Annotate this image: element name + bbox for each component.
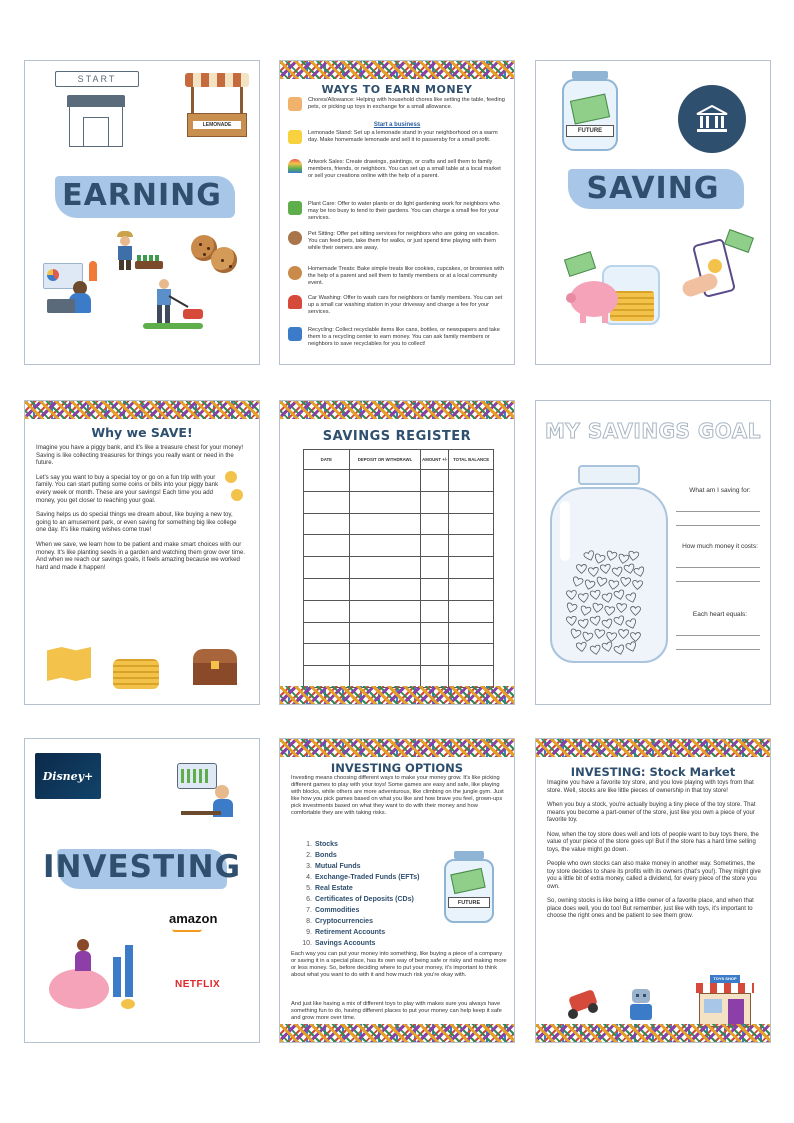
options-intro: Investing means choosing different ways to make your money grow. It's like picking different games to play with your toys! Some games are easy and safe, like playing with blocks, while others are more adventurous, like climbing on the jungle gym. Just like how you pick games based on what you like and how brave you feel, grown-ups pick investments based on what they want to do with their money and how comfortable they are with taking risks.: [291, 775, 504, 817]
register-cell[interactable]: [304, 491, 350, 513]
register-cell[interactable]: [304, 557, 350, 579]
heart-outline-icon[interactable]: [589, 615, 602, 627]
register-cell[interactable]: [349, 535, 421, 557]
page-earning: [24, 60, 260, 365]
register-cell[interactable]: [304, 622, 350, 644]
heart-outline-icon[interactable]: [576, 564, 587, 574]
coin-stack-icon: [113, 659, 159, 689]
heart-outline-icon[interactable]: [632, 580, 644, 591]
register-row: [304, 535, 494, 557]
register-title: SAVINGS REGISTER: [322, 429, 472, 444]
page-savings-register: [279, 400, 515, 705]
register-cell[interactable]: [449, 513, 494, 535]
register-cell[interactable]: [449, 535, 494, 557]
list-item: 1. Stocks: [306, 841, 338, 848]
farmer-illustration: [113, 231, 163, 273]
lemonade-icon: [288, 130, 302, 144]
piggy-bank-illustration: [566, 251, 676, 331]
netflix-logo: NETFLIX: [175, 979, 221, 990]
register-cell[interactable]: [349, 578, 421, 600]
register-cell[interactable]: [304, 535, 350, 557]
earn-item-plant-care: Plant Care: Offer to water plants or do light gardening work for neighbors who may be too busy to tend to their gardens. You can charge a small fee for your services.: [308, 201, 500, 221]
jar-label: FUTURE: [448, 897, 490, 908]
investment-options-list: [302, 839, 420, 949]
lawn-mower-illustration: [143, 279, 203, 331]
list-item: 3. Mutual Funds: [306, 863, 361, 870]
answer-line[interactable]: [676, 525, 760, 526]
heart-outline-icon[interactable]: [630, 606, 641, 616]
why-paragraph: Let's say you want to buy a special toy or go on a fun trip with your family. You can start putting some coins or bills into your piggy bank every week or month. These are your savings! Each time you add money, you get closer to reaching your goal.: [36, 473, 219, 504]
list-item: 10. Savings Accounts: [302, 940, 376, 947]
options-paragraph: And just like having a mix of different toys to play with makes sure you always have something fun to do, having different places to put your money can help keep it safe and grow more over time.: [291, 1001, 502, 1022]
cookie-icon: [288, 266, 302, 280]
lemonade-stand-illustration: [185, 73, 249, 143]
zigzag-border-top: [536, 739, 770, 757]
heart-outline-icon[interactable]: [578, 592, 590, 603]
register-cell[interactable]: [304, 470, 350, 492]
money-jar-illustration: [558, 71, 622, 153]
register-row: [304, 600, 494, 622]
register-cell[interactable]: [421, 470, 449, 492]
register-cell[interactable]: [349, 622, 421, 644]
stock-paragraph: Imagine you have a favorite toy store, and you love playing with toys from that store. Well, stocks are like little pieces of ownership in that toy store!: [547, 780, 754, 794]
register-cell[interactable]: [449, 470, 494, 492]
heart-outline-icon[interactable]: [603, 605, 615, 616]
earn-item-recycling: Recycling: Collect recyclable items like cans, bottles, or newspapers and take them to a recycling center to earn money. You can ask family members or neighbors to save recyclables for you to collect!: [308, 327, 500, 347]
answer-line[interactable]: [676, 635, 760, 636]
list-item: 8. Cryptocurrencies: [306, 918, 373, 925]
register-cell[interactable]: [421, 578, 449, 600]
earn-item-lemonade: Lemonade Stand: Set up a lemonade stand in your neighborhood on a warm day. Make homemade lemonade and sell it to passersby for a small profit.: [308, 130, 498, 143]
robot-toy-icon: [626, 989, 656, 1025]
why-paragraph: Imagine you have a piggy bank, and it's like a treasure chest for your money! Saving is like collecting treasures for things you really want or need in the future.: [36, 444, 244, 467]
lemonade-sign: LEMONADE: [193, 121, 241, 129]
register-row: [304, 557, 494, 579]
heart-outline-icon[interactable]: [575, 641, 587, 652]
zigzag-border-top: [25, 401, 259, 419]
future-jar-illustration: [442, 851, 496, 925]
plant-icon: [288, 201, 302, 215]
heart-outline-icon[interactable]: [591, 602, 604, 614]
register-row: [304, 644, 494, 666]
saving-title: SAVING: [586, 171, 720, 206]
options-paragraph: Each way you can put your money into something, like buying a piece of a company or saving it in a special place, has its own way of being safe or risky and making more or less money. So, before deciding where to put your money, it's important to think about what you want to do with it and how much risk you're okay with.: [291, 951, 507, 979]
register-cell[interactable]: [421, 513, 449, 535]
toy-shop-sign: TOYS SHOP: [710, 975, 740, 983]
register-cell[interactable]: [449, 578, 494, 600]
register-row: [304, 622, 494, 644]
col-amount: AMOUNT +/-: [421, 450, 449, 470]
heart-outline-icon[interactable]: [566, 616, 578, 627]
chores-text: Chores/Allowance: Helping with household chores like setting the table, feeding pets, or picking up toys in exchange for a small allowance.: [308, 97, 505, 110]
goal-question-heart: Each heart equals:: [692, 611, 748, 618]
register-cell[interactable]: [421, 557, 449, 579]
recycling-icon: [288, 327, 302, 341]
col-date: DATE: [304, 450, 350, 470]
register-cell[interactable]: [304, 644, 350, 666]
col-balance: TOTAL BALANCE: [449, 450, 494, 470]
register-cell[interactable]: [449, 666, 494, 688]
goal-question-saving-for: What am I saving for:: [689, 487, 751, 494]
heart-outline-icon[interactable]: [593, 628, 605, 639]
bank-icon: [678, 85, 746, 153]
zigzag-border-bottom: [536, 1024, 770, 1042]
options-title: INVESTING OPTIONS: [330, 761, 464, 775]
list-item: 7. Commodities: [306, 907, 360, 914]
register-cell[interactable]: [449, 644, 494, 666]
register-cell[interactable]: [304, 513, 350, 535]
register-cell[interactable]: [421, 622, 449, 644]
register-cell[interactable]: [449, 491, 494, 513]
register-cell[interactable]: [449, 600, 494, 622]
register-cell[interactable]: [421, 600, 449, 622]
register-cell[interactable]: [421, 491, 449, 513]
register-cell[interactable]: [449, 622, 494, 644]
zigzag-border-bottom: [280, 1024, 514, 1042]
register-cell[interactable]: [349, 557, 421, 579]
trader-desk-illustration: [177, 763, 243, 823]
ways-title: WAYS TO EARN MONEY: [321, 83, 473, 96]
heart-outline-icon[interactable]: [618, 629, 629, 639]
heart-outline-icon[interactable]: [577, 618, 589, 629]
register-cell[interactable]: [349, 491, 421, 513]
savings-register-table: [303, 449, 494, 688]
earn-item-artwork: Artwork Sales: Create drawings, paintings, or crafts and sell them to family members, friends, or neighbors. You can set up a small table at a local market or sell your creations online with the help of a parent.: [308, 159, 501, 179]
stock-paragraph: Now, when the toy store does well and lots of people want to buy toys there, the value of your piece of the store goes up! But if the store has a hard time selling toys, the value might go down.: [547, 831, 759, 853]
why-paragraph: Saving helps us do special things we dream about, like buying a new toy, going to an amusement park, or even saving for something big like college one day. It's like making wishes come true!: [36, 511, 237, 534]
register-cell[interactable]: [349, 470, 421, 492]
register-row: [304, 513, 494, 535]
heart-outline-icon[interactable]: [627, 550, 639, 561]
start-store-illustration: [53, 69, 143, 159]
laptop-worker-illustration: [43, 259, 101, 317]
heart-outline-icon[interactable]: [566, 590, 578, 601]
earn-item-car-washing: Car Washing: Offer to wash cars for neighbors or family members. You can set up a small car washing station in your driveway and charge a fee for your services.: [308, 295, 503, 315]
rainbow-icon: [288, 159, 302, 173]
list-item: 9. Retirement Accounts: [306, 929, 386, 936]
register-cell[interactable]: [349, 513, 421, 535]
answer-line[interactable]: [676, 581, 760, 582]
start-business-subhead: Start a business: [373, 122, 421, 128]
stock-paragraph: When you buy a stock, you're actually buying a tiny piece of the toy store. That means you become a part-owner of the store, just like you own a piece of your favorite toy.: [547, 802, 756, 823]
answer-line[interactable]: [676, 567, 760, 568]
register-cell[interactable]: [421, 535, 449, 557]
earn-item-pet-sitting: Pet Sitting: Offer pet sitting services for neighbors who are going on vacation. You can feed pets, take them for walks, or just spend time playing with them while their owners are away.: [308, 231, 500, 251]
register-row: [304, 470, 494, 492]
register-cell[interactable]: [421, 666, 449, 688]
car-icon: [288, 295, 302, 309]
register-cell[interactable]: [304, 600, 350, 622]
stock-paragraph: People who own stocks can also make money in another way. Sometimes, the toy store decides to share its profits with its owners (that's you!). They might give you a little bit of extra money, called a dividend, for every piece of the store you own.: [547, 861, 761, 890]
cookies-illustration: [189, 233, 239, 277]
page-ways-to-earn: [279, 60, 515, 365]
register-row: [304, 491, 494, 513]
earning-title: EARNING: [62, 178, 222, 213]
list-item: 4. Exchange-Traded Funds (EFTs): [306, 874, 420, 881]
list-item: 6. Certificates of Deposits (CDs): [306, 896, 414, 903]
register-cell[interactable]: [421, 644, 449, 666]
register-row: [304, 578, 494, 600]
page-saving: [535, 60, 771, 365]
heart-outline-icon[interactable]: [589, 589, 601, 601]
amazon-logo: amazon: [169, 911, 218, 926]
why-paragraph: When we save, we learn how to be patient and make smart choices with our money. It's like planting seeds in a garden and watching them grow over time. And when we reach our savings goals, it feels amazing because we worked hard and made it happen!: [36, 540, 246, 571]
disney-plus-logo: Disney+: [35, 753, 101, 799]
toy-car-icon: [566, 987, 602, 1021]
earn-item-treats: Homemade Treats: Bake simple treats like cookies, cupcakes, or brownies with the help of a parent and sell them to family members or at a local community event.: [308, 266, 504, 286]
answer-line[interactable]: [676, 511, 760, 512]
zigzag-border-top: [280, 61, 514, 79]
coins-icon: [225, 471, 237, 483]
page-stock-market: [535, 738, 771, 1043]
zigzag-border-top: [280, 739, 514, 757]
chores-icon: [288, 97, 302, 111]
register-cell[interactable]: [304, 578, 350, 600]
stock-paragraph: So, owning stocks is like being a little owner of a favorite place, and when that place does well, you do too! But remember, just like with toys, it's important to choose the right ones and be patient to see them grow.: [547, 898, 754, 919]
treasure-chest-icon: [193, 649, 237, 685]
register-cell[interactable]: [349, 666, 421, 688]
register-cell[interactable]: [349, 644, 421, 666]
why-title: Why we SAVE!: [91, 425, 193, 440]
treasure-map-icon: [47, 647, 91, 681]
page-investing: [24, 738, 260, 1043]
start-sign: START: [55, 71, 139, 87]
goal-title: MY SAVINGS GOAL: [545, 419, 761, 443]
amazon-smile-icon: [172, 929, 202, 932]
register-cell[interactable]: [304, 666, 350, 688]
register-row: [304, 666, 494, 688]
answer-line[interactable]: [676, 649, 760, 650]
col-deposit: DEPOSIT OR WITHDRAWL: [349, 450, 421, 470]
phone-payment-illustration: [680, 233, 756, 313]
heart-outline-icon[interactable]: [579, 605, 592, 617]
list-item: 5. Real Estate: [306, 885, 353, 892]
heart-outline-icon[interactable]: [616, 603, 628, 614]
register-cell[interactable]: [449, 557, 494, 579]
register-cell[interactable]: [349, 600, 421, 622]
investing-title: INVESTING: [42, 849, 242, 885]
page-why-we-save: [24, 400, 260, 705]
investors-piggy-illustration: [43, 939, 143, 1011]
toy-shop-illustration: [696, 975, 754, 1029]
page-savings-goal: [535, 400, 771, 705]
jar-label: FUTURE: [566, 125, 614, 137]
pet-icon: [288, 231, 302, 245]
zigzag-border-bottom: [280, 686, 514, 704]
list-item: 2. Bonds: [306, 852, 337, 859]
zigzag-border-top: [280, 401, 514, 419]
stock-title: INVESTING: Stock Market: [570, 765, 736, 779]
heart-outline-icon[interactable]: [595, 576, 608, 588]
heart-outline-icon[interactable]: [589, 644, 602, 656]
page-investing-options: [279, 738, 515, 1043]
goal-question-cost: How much money it costs:: [682, 543, 758, 550]
heart-outline-icon[interactable]: [620, 576, 632, 587]
heart-outline-icon[interactable]: [599, 563, 611, 574]
